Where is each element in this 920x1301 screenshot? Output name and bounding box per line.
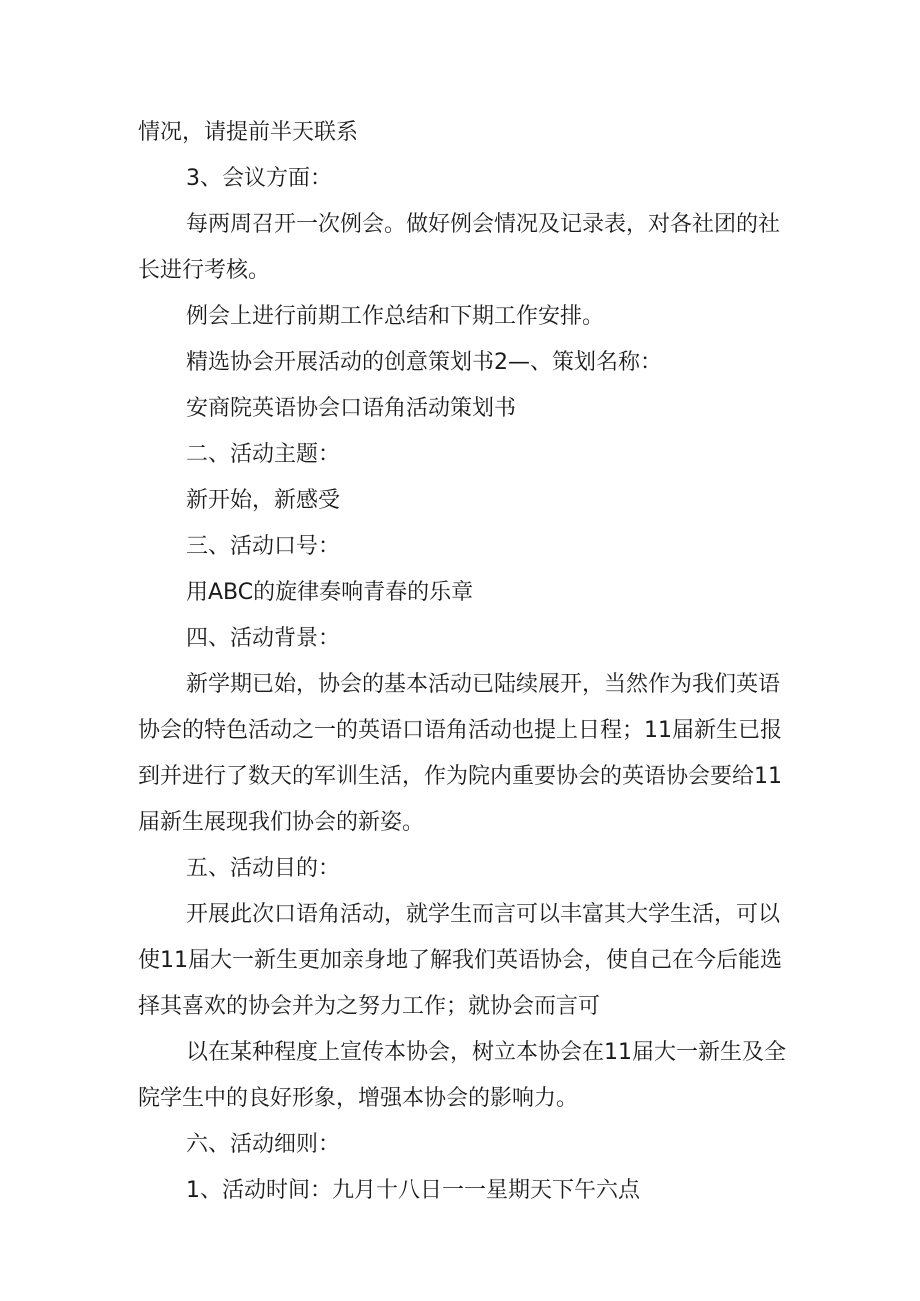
document-body — [138, 110, 788, 1214]
section-heading: 二、活动主题： — [186, 442, 341, 467]
paragraph: 1、活动时间：九月十八日一一星期天下午六点 — [186, 1178, 640, 1203]
section-heading: 三、活动口号： — [186, 534, 341, 559]
paragraph: 新开始，新感受 — [186, 488, 341, 513]
paragraph: 新学期已始，协会的基本活动已陆续展开，当然作为我们英语协会的特色活动之一的英语口语角活动也提上日程；11届新生已报到并进行了数天的军训生活，作为院内重要协会的英语协会要给11届新生展现我们协会的新姿。 — [138, 672, 782, 835]
section-heading: 五、活动目的： — [186, 856, 341, 881]
section-heading: 四、活动背景： — [186, 626, 341, 651]
paragraph: 精选协会开展活动的创意策划书2—、策划名称： — [186, 350, 662, 375]
paragraph: 每两周召开一次例会。做好例会情况及记录表，对各社团的社长进行考核。 — [138, 212, 781, 283]
paragraph: 以在某种程度上宣传本协会，树立本协会在11届大一新生及全院学生中的良好形象，增强本协会的影响力。 — [138, 1040, 786, 1111]
paragraph: 情况，请提前半天联系 — [138, 120, 359, 145]
paragraph: 用ABC的旋律奏响青春的乐章 — [186, 580, 474, 605]
section-heading: 六、活动细则： — [186, 1132, 341, 1157]
plan-title: 安商院英语协会口语角活动策划书 — [186, 396, 517, 421]
paragraph: 开展此次口语角活动，就学生而言可以丰富其大学生活，可以使11届大一新生更加亲身地了解我们英语协会，使自己在今后能选择其喜欢的协会并为之努力工作；就协会而言可 — [138, 902, 782, 1019]
paragraph: 例会上进行前期工作总结和下期工作安排。 — [186, 304, 605, 329]
section-heading: 3、会议方面： — [186, 166, 332, 191]
